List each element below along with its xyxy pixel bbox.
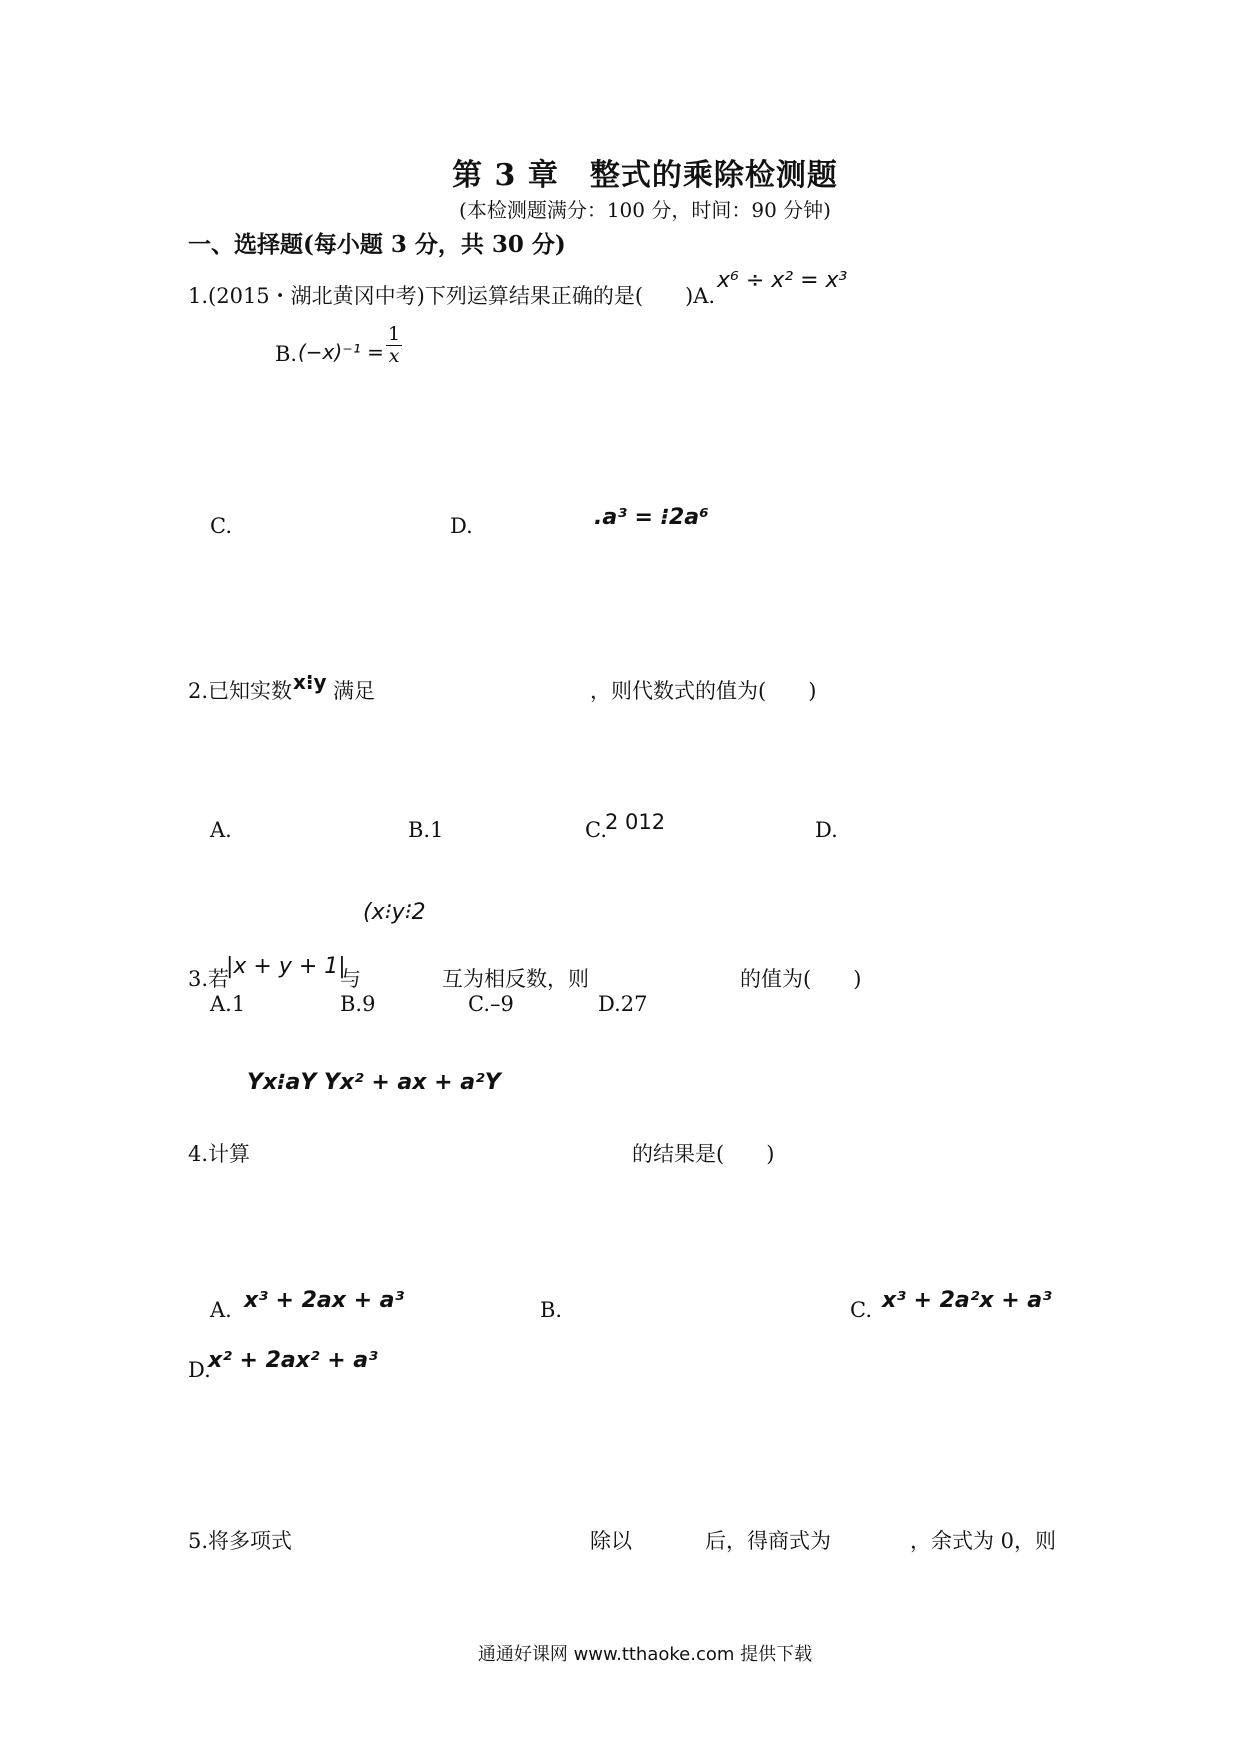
- q1-stem: 1.(2015・湖北黄冈中考)下列运算结果正确的是( )A.: [188, 284, 716, 308]
- q2-option-d: D.: [815, 818, 838, 842]
- q1-option-a-expr: x⁶ ÷ x² = x³: [717, 268, 848, 293]
- q2-stem-end: ，则代数式的值为( ): [590, 679, 817, 703]
- q4-stem-end: 的结果是( ): [632, 1142, 775, 1166]
- q2-stem-satisfy: 满足: [333, 679, 375, 703]
- q3-stem-value: 的值为( ): [740, 967, 862, 991]
- q3-option-b: B.9: [340, 992, 376, 1016]
- q2-stem-start: 2.已知实数: [188, 679, 293, 703]
- q3-abs-expression: |x + y + 1|: [226, 954, 346, 979]
- page-footer: 通通好课网 www.tthaoke.com 提供下载: [477, 1644, 813, 1665]
- q1-option-c-label: C.: [210, 514, 232, 538]
- q3-stem-opposite: 互为相反数，则: [442, 967, 589, 991]
- q4-expression-top: Yx⁝aY Yx² + ax + a²Y: [247, 1070, 501, 1095]
- q3-option-d: D.27: [598, 992, 648, 1016]
- page-title: 第 3 章 整式的乘除检测题: [452, 158, 838, 193]
- q3-option-a: A.1: [210, 992, 246, 1016]
- section-heading: 一、选择题(每小题 3 分，共 30 分): [188, 231, 566, 258]
- q2-option-c-label: C.: [585, 818, 607, 842]
- q4-option-c-label: C.: [850, 1298, 872, 1322]
- q2-option-c-value: 2 012: [605, 810, 666, 834]
- page-subtitle: (本检测题满分：100 分，时间：90 分钟): [459, 198, 831, 222]
- q1-option-d-expr: .a³ = ⁝2a⁶: [594, 505, 709, 530]
- q1-option-b-expr: (−x)⁻¹ =: [298, 340, 384, 364]
- fraction-numerator: 1: [388, 323, 401, 345]
- q3-stem-if: 3.若: [188, 967, 230, 991]
- q5-stem-quotient: 后，得商式为: [705, 1529, 831, 1553]
- q2-option-a: A.: [210, 818, 232, 842]
- q1-option-b-fraction: [386, 324, 402, 367]
- q2-option-b: B.1: [408, 818, 444, 842]
- q5-stem-divide: 除以: [590, 1529, 632, 1553]
- q4-option-d-label: D.: [188, 1358, 211, 1382]
- q4-option-a-expr: x³ + 2ax + a³: [244, 1288, 405, 1313]
- q3-option-c: C.–9: [468, 992, 514, 1016]
- q5-stem-start: 5.将多项式: [188, 1529, 293, 1553]
- q2-variables: x⁝y: [293, 670, 327, 694]
- q4-option-c-expr: x³ + 2a²x + a³: [882, 1288, 1052, 1313]
- q3-expression-top: (x⁝y⁝2: [363, 900, 426, 925]
- q4-option-b-label: B.: [540, 1298, 563, 1322]
- fraction-denominator: x: [388, 344, 400, 367]
- q4-option-a-label: A.: [210, 1298, 232, 1322]
- q5-stem-remainder: ，余式为 0，则: [910, 1529, 1057, 1553]
- q4-stem-start: 4.计算: [188, 1142, 251, 1166]
- q1-option-b-label: B.: [275, 342, 298, 366]
- q3-stem-and: 与: [340, 967, 361, 991]
- q1-option-d-label: D.: [450, 514, 473, 538]
- q4-option-d-expr: x² + 2ax² + a³: [208, 1348, 378, 1373]
